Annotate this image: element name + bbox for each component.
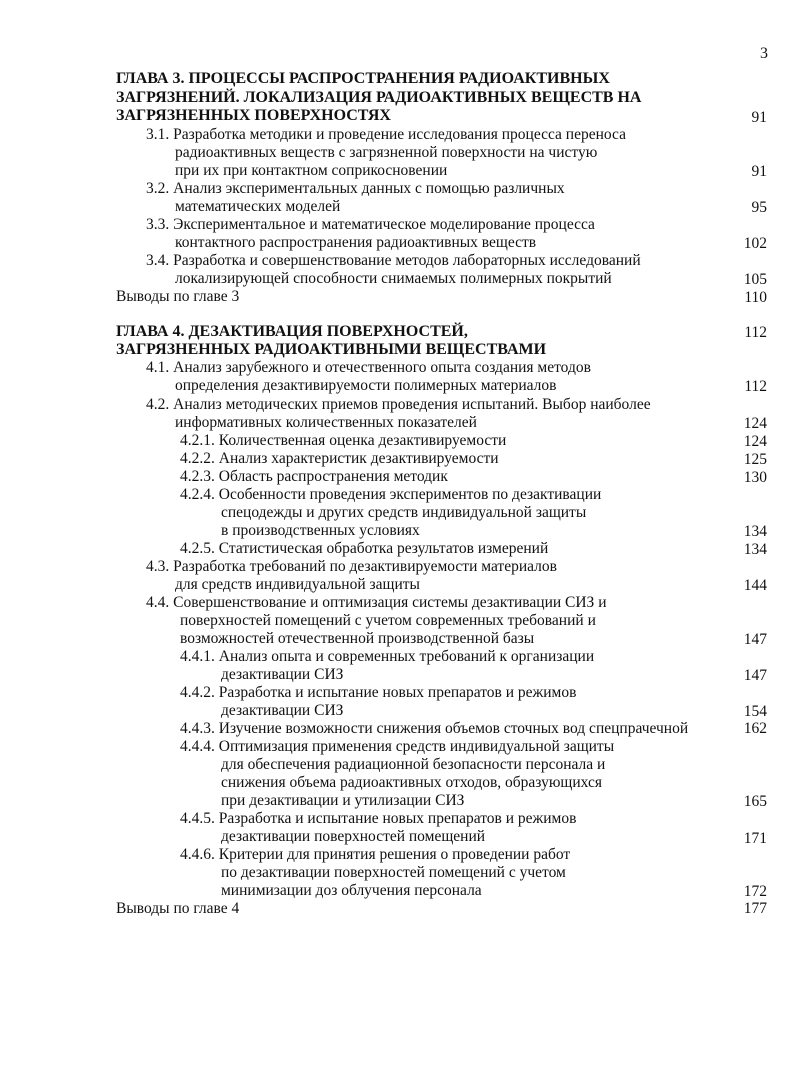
toc-4-2-2: 4.2.2. Анализ характеристик дезактивируемости: [180, 450, 499, 467]
toc-4-4-6-line-3: минимизации доз облучения персонала: [221, 882, 482, 899]
chapter-3-page: 91: [751, 109, 767, 126]
toc-4-4-2-page: 154: [743, 703, 767, 720]
chapter-3-title-line-2: ЗАГРЯЗНЕНИЙ. ЛОКАЛИЗАЦИЯ РАДИОАКТИВНЫХ ВЕЩЕСТВ НА: [116, 89, 642, 106]
toc-3-3-line-1: 3.3. Экспериментальное и математическое моделирование процесса: [146, 216, 595, 233]
toc-3-1-line-3: при их при контактном соприкосновении: [175, 162, 448, 179]
toc-4-4-1-line-2: дезактивации СИЗ: [221, 666, 344, 683]
chapter-4-page: 112: [744, 324, 767, 341]
chapter-3-title-line-1: ГЛАВА 3. ПРОЦЕССЫ РАСПРОСТРАНЕНИЯ РАДИОАКТИВНЫХ: [116, 70, 610, 87]
toc-4-4-1-line-1: 4.4.1. Анализ опыта и современных требований к организации: [180, 648, 595, 665]
toc-3-2-page: 95: [751, 199, 767, 216]
toc-4-2-4-page: 134: [743, 523, 767, 540]
toc-4-4-4-line-3: снижения объема радиоактивных отходов, образующихся: [221, 774, 602, 791]
toc-4-1-line-1: 4.1. Анализ зарубежного и отечественного опыта создания методов: [146, 359, 591, 376]
chapter-4-conclusions-page: 177: [743, 900, 767, 917]
toc-4-2-1-page: 124: [743, 433, 767, 450]
toc-4-2-4-line-2: спецодежды и других средств индивидуальной защиты: [221, 504, 587, 521]
toc-3-1-line-1: 3.1. Разработка методики и проведение исследования процесса переноса: [146, 126, 626, 143]
toc-4-4-5-page: 171: [743, 830, 767, 847]
toc-4-4-3-page: 162: [743, 720, 767, 737]
toc-4-2-3: 4.2.3. Область распространения методик: [180, 468, 448, 485]
chapter-4-title-line-2: ЗАГРЯЗНЕННЫХ РАДИОАКТИВНЫМИ ВЕЩЕСТВАМИ: [116, 341, 547, 358]
chapter-4-conclusions: Выводы по главе 4: [116, 900, 240, 917]
chapter-3-conclusions-page: 110: [744, 289, 767, 306]
chapter-3-title-line-3: ЗАГРЯЗНЕННЫХ ПОВЕРХНОСТЯХ: [116, 107, 391, 124]
toc-4-2-page: 124: [743, 415, 767, 432]
toc-4-4-5-line-2: дезактивации поверхностей помещений: [221, 828, 486, 845]
toc-4-4-4-line-4: при дезактивации и утилизации СИЗ: [221, 792, 465, 809]
toc-3-4-page: 105: [743, 271, 767, 288]
toc-3-1-page: 91: [751, 163, 767, 180]
toc-4-1-line-2: определения дезактивируемости полимерных материалов: [175, 377, 557, 394]
toc-4-2-5: 4.2.5. Статистическая обработка результатов измерений: [180, 540, 549, 557]
toc-4-2-line-2: информативных количественных показателей: [175, 414, 477, 431]
toc-4-4-4-page: 165: [743, 793, 767, 810]
toc-4-4-6-page: 172: [743, 883, 767, 900]
toc-4-2-5-page: 134: [743, 541, 767, 558]
toc-3-3-line-2: контактного распространения радиоактивных веществ: [175, 234, 537, 251]
toc-4-2-4-line-3: в производственных условиях: [221, 522, 420, 539]
toc-4-4-page: 147: [743, 631, 767, 648]
toc-3-4-line-1: 3.4. Разработка и совершенствование методов лабораторных исследований: [146, 252, 641, 269]
toc-4-1-page: 112: [744, 378, 767, 395]
chapter-3-conclusions: Выводы по главе 3: [116, 288, 240, 305]
toc-3-4-line-2: локализирующей способности снимаемых полимерных покрытий: [175, 270, 612, 287]
toc-4-4-2-line-1: 4.4.2. Разработка и испытание новых препаратов и режимов: [180, 684, 577, 701]
toc-4-2-4-line-1: 4.2.4. Особенности проведения экспериментов по дезактивации: [180, 486, 602, 503]
toc-4-2-line-1: 4.2. Анализ методических приемов проведения испытаний. Выбор наиболее: [146, 396, 651, 413]
page-number: 3: [760, 45, 768, 62]
toc-4-4-3: 4.4.3. Изучение возможности снижения объемов сточных вод спецпрачечной: [180, 720, 689, 737]
toc-4-4-2-line-2: дезактивации СИЗ: [221, 702, 344, 719]
toc-4-4-4-line-1: 4.4.4. Оптимизация применения средств индивидуальной защиты: [180, 738, 615, 755]
toc-4-4-line-1: 4.4. Совершенствование и оптимизация системы дезактивации СИЗ и: [146, 594, 607, 611]
toc-4-4-6-line-2: по дезактивации поверхностей помещений с учетом: [221, 864, 566, 881]
toc-4-3-line-2: для средств индивидуальной защиты: [175, 576, 420, 593]
toc-3-2-line-2: математических моделей: [175, 198, 341, 215]
toc-4-4-6-line-1: 4.4.6. Критерии для принятия решения о проведении работ: [180, 846, 571, 863]
toc-4-2-1: 4.2.1. Количественная оценка дезактивируемости: [180, 432, 507, 449]
toc-4-4-line-2: поверхностей помещений с учетом современных требований и: [180, 612, 596, 629]
toc-3-3-page: 102: [743, 235, 767, 252]
toc-4-3-page: 144: [743, 577, 767, 594]
toc-4-2-2-page: 125: [743, 451, 767, 468]
toc-4-4-line-3: возможностей отечественной производственной базы: [180, 630, 535, 647]
toc-4-4-1-page: 147: [743, 667, 767, 684]
toc-3-2-line-1: 3.2. Анализ экспериментальных данных с помощью различных: [146, 180, 565, 197]
toc-3-1-line-2: радиоактивных веществ с загрязненной поверхности на чистую: [175, 144, 598, 161]
chapter-4-title-line-1: ГЛАВА 4. ДЕЗАКТИВАЦИЯ ПОВЕРХНОСТЕЙ,: [116, 323, 468, 340]
toc-4-2-3-page: 130: [743, 469, 767, 486]
toc-4-4-5-line-1: 4.4.5. Разработка и испытание новых препаратов и режимов: [180, 810, 577, 827]
toc-4-4-4-line-2: для обеспечения радиационной безопасности персонала и: [221, 756, 606, 773]
toc-4-3-line-1: 4.3. Разработка требований по дезактивируемости материалов: [146, 558, 557, 575]
